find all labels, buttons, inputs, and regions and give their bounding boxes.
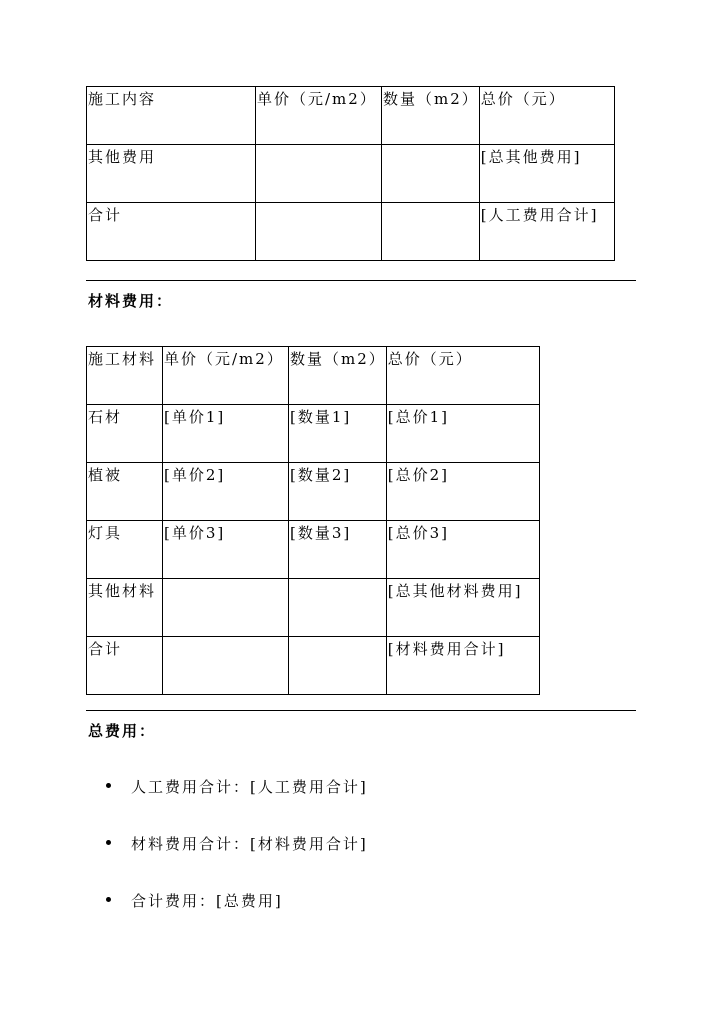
table-header-cell: 单价（元/m2） — [163, 347, 289, 405]
table-row — [87, 463, 540, 521]
table-cell — [382, 203, 480, 261]
material-cost-table — [86, 346, 540, 695]
table-cell: [单价1] — [163, 405, 289, 463]
list-item-text: 材料费用合计：[材料费用合计] — [131, 835, 368, 853]
total-cost-heading: 总费用： — [88, 722, 157, 740]
table-cell: 植被 — [87, 463, 163, 521]
table-cell: [人工费用合计] — [479, 203, 614, 261]
list-item — [0, 833, 368, 890]
section-divider — [86, 710, 636, 711]
table-header-row — [87, 87, 615, 145]
table-header-cell: 数量（m2） — [382, 87, 480, 145]
table-cell — [163, 637, 289, 695]
list-item-text: 人工费用合计：[人工费用合计] — [131, 778, 368, 796]
table-header-cell: 总价（元） — [479, 87, 614, 145]
table-cell: [单价3] — [163, 521, 289, 579]
table-row — [87, 203, 615, 261]
table-header-cell: 施工材料 — [87, 347, 163, 405]
table-cell: 其他费用 — [87, 145, 256, 203]
table-cell — [256, 145, 382, 203]
total-cost-list — [0, 776, 368, 947]
table-cell: 灯具 — [87, 521, 163, 579]
table-header-cell: 单价（元/m2） — [256, 87, 382, 145]
table-cell: 石材 — [87, 405, 163, 463]
table-cell — [256, 203, 382, 261]
table-cell — [382, 145, 480, 203]
bullet-icon — [106, 897, 111, 902]
list-item-text: 合计费用：[总费用] — [131, 892, 283, 910]
table-row — [87, 637, 540, 695]
table-cell: [总价1] — [386, 405, 539, 463]
table-cell: [数量2] — [289, 463, 387, 521]
table-cell: [数量1] — [289, 405, 387, 463]
table-row — [87, 405, 540, 463]
table-cell: 合计 — [87, 637, 163, 695]
table-cell: [总价3] — [386, 521, 539, 579]
section-divider — [86, 280, 636, 281]
table-header-cell: 数量（m2） — [289, 347, 387, 405]
table-header-cell: 总价（元） — [386, 347, 539, 405]
table-cell: 其他材料 — [87, 579, 163, 637]
table-header-cell: 施工内容 — [87, 87, 256, 145]
table-cell: [总其他材料费用] — [386, 579, 539, 637]
material-cost-heading: 材料费用： — [88, 292, 174, 310]
labor-cost-table — [86, 86, 615, 261]
table-cell: 合计 — [87, 203, 256, 261]
list-item — [0, 776, 368, 833]
table-cell: [总价2] — [386, 463, 539, 521]
table-row — [87, 145, 615, 203]
table-row — [87, 521, 540, 579]
table-cell — [289, 579, 387, 637]
table-cell: [单价2] — [163, 463, 289, 521]
bullet-icon — [106, 783, 111, 788]
table-header-row — [87, 347, 540, 405]
list-item — [0, 890, 368, 947]
bullet-icon — [106, 840, 111, 845]
table-cell — [289, 637, 387, 695]
table-cell — [163, 579, 289, 637]
table-cell: [总其他费用] — [479, 145, 614, 203]
table-row — [87, 579, 540, 637]
table-cell: [材料费用合计] — [386, 637, 539, 695]
table-cell: [数量3] — [289, 521, 387, 579]
